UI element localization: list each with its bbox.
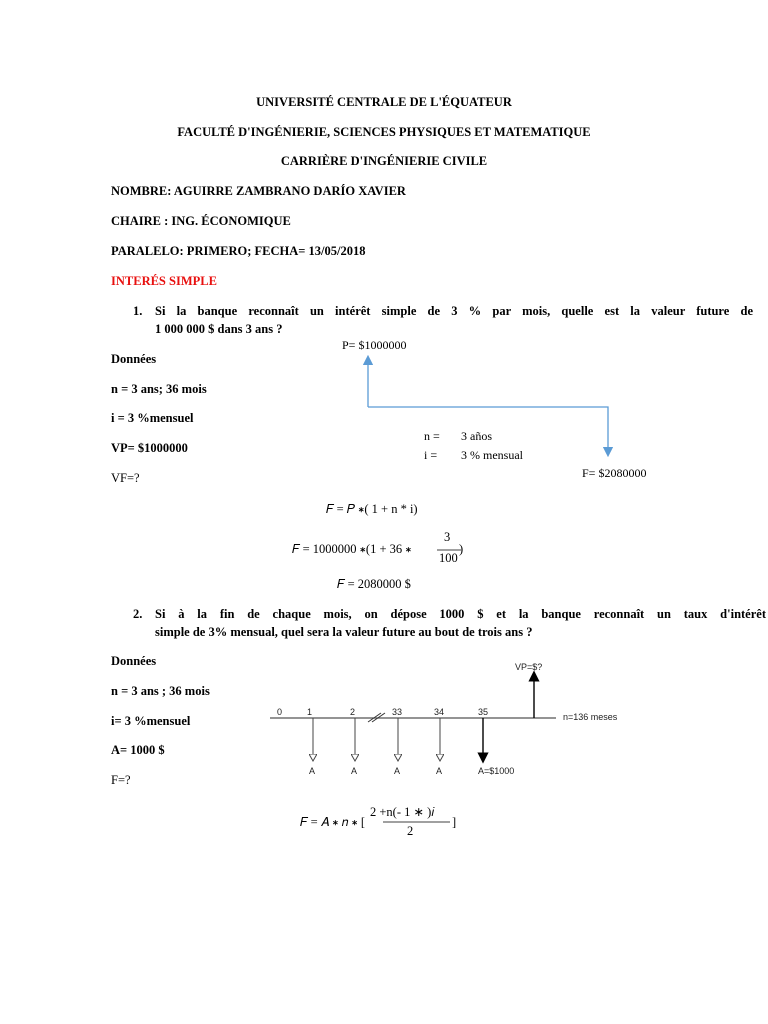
equation-2-right: ) [459, 542, 464, 556]
problem1-n: n = 3 ans; 36 mois [111, 382, 207, 396]
equation-4-denominator: 2 [407, 824, 414, 838]
problem1-vp: VP= $1000000 [111, 441, 188, 455]
tick-34: 34 [434, 707, 445, 717]
problem1-vf: VF=? [111, 471, 140, 485]
tick-33: 33 [392, 707, 403, 717]
p-label: P= $1000000 [342, 338, 407, 352]
problem2-data-title: Données [111, 654, 157, 668]
equation-2-denominator: 100 [439, 551, 458, 565]
problem1-line2: 1 000 000 $ dans 3 ans ? [155, 322, 283, 336]
problem1-data-title: Données [111, 352, 157, 366]
problem2-number: 2. [133, 607, 143, 621]
chair-line: CHAIRE : ING. ÉCONOMIQUE [111, 214, 291, 228]
tick-2: 2 [350, 707, 356, 717]
vp-label: VP=$? [515, 662, 543, 672]
problem2-a: A= 1000 $ [111, 743, 165, 757]
tick-0: 0 [277, 707, 283, 717]
a-label-34: A [436, 766, 443, 776]
a-label-33: A [394, 766, 401, 776]
a-label-2: A [351, 766, 358, 776]
student-name: NOMBRE: AGUIRRE ZAMBRANO DARÍO XAVIER [111, 184, 406, 198]
equation-4-numerator: 2 +n(- 1 ∗ )𝑖 [370, 805, 435, 819]
equation-2-left: 𝐹 = 1000000 ∗(1 + 36 ∗ [292, 542, 412, 556]
problem2-line2: simple de 3% mensual, quel sera la valeur future au bout de trois ans ? [155, 625, 533, 639]
problem1-number: 1. [133, 304, 143, 318]
f-label: F= $2080000 [582, 466, 647, 480]
career-title: CARRIÈRE D'INGÉNIERIE CIVILE [280, 154, 488, 168]
problem2-n: n = 3 ans ; 36 mois [111, 684, 210, 698]
faculty-title: FACULTÉ D'INGÉNIERIE, SCIENCES PHYSIQUES ET MATEMATIQUE [177, 125, 591, 139]
n-key: n = [424, 429, 440, 443]
equation-3: 𝐹 = 2080000 $ [337, 577, 411, 591]
equation-1: 𝐹 = 𝑃 ∗( 1 + n * i) [326, 502, 418, 516]
equation-4-left: 𝐹 = 𝐴 ∗ 𝑛 ∗ [ [300, 815, 365, 829]
problem2-f: F=? [111, 773, 131, 787]
equation-2-numerator: 3 [444, 530, 451, 544]
a-last-label: A=$1000 [478, 766, 515, 776]
problem1-line1: Si la banque reconnaît un intérêt simple de 3 % par mois, quelle est la valeur future de [155, 304, 753, 318]
i-key: i = [424, 448, 438, 462]
n-label: n=136 meses [563, 712, 618, 722]
problem2-i: i= 3 %mensuel [111, 714, 191, 728]
problem2-line1: Si à la fin de chaque mois, on dépose 1000 $ et la banque reconnaît un taux d'intérêt [155, 607, 766, 621]
n-value: 3 años [461, 429, 492, 443]
section-title: INTERÉS SIMPLE [111, 274, 217, 288]
equation-4-right: ] [452, 815, 457, 829]
tick-1: 1 [307, 707, 313, 717]
paralelo-line: PARALELO: PRIMERO; FECHA= 13/05/2018 [111, 244, 366, 258]
i-value: 3 % mensual [461, 448, 523, 462]
university-title: UNIVERSITÉ CENTRALE DE L'ÉQUATEUR [256, 95, 512, 109]
a-label-1: A [309, 766, 316, 776]
tick-35: 35 [478, 707, 489, 717]
problem1-i: i = 3 %mensuel [111, 411, 194, 425]
